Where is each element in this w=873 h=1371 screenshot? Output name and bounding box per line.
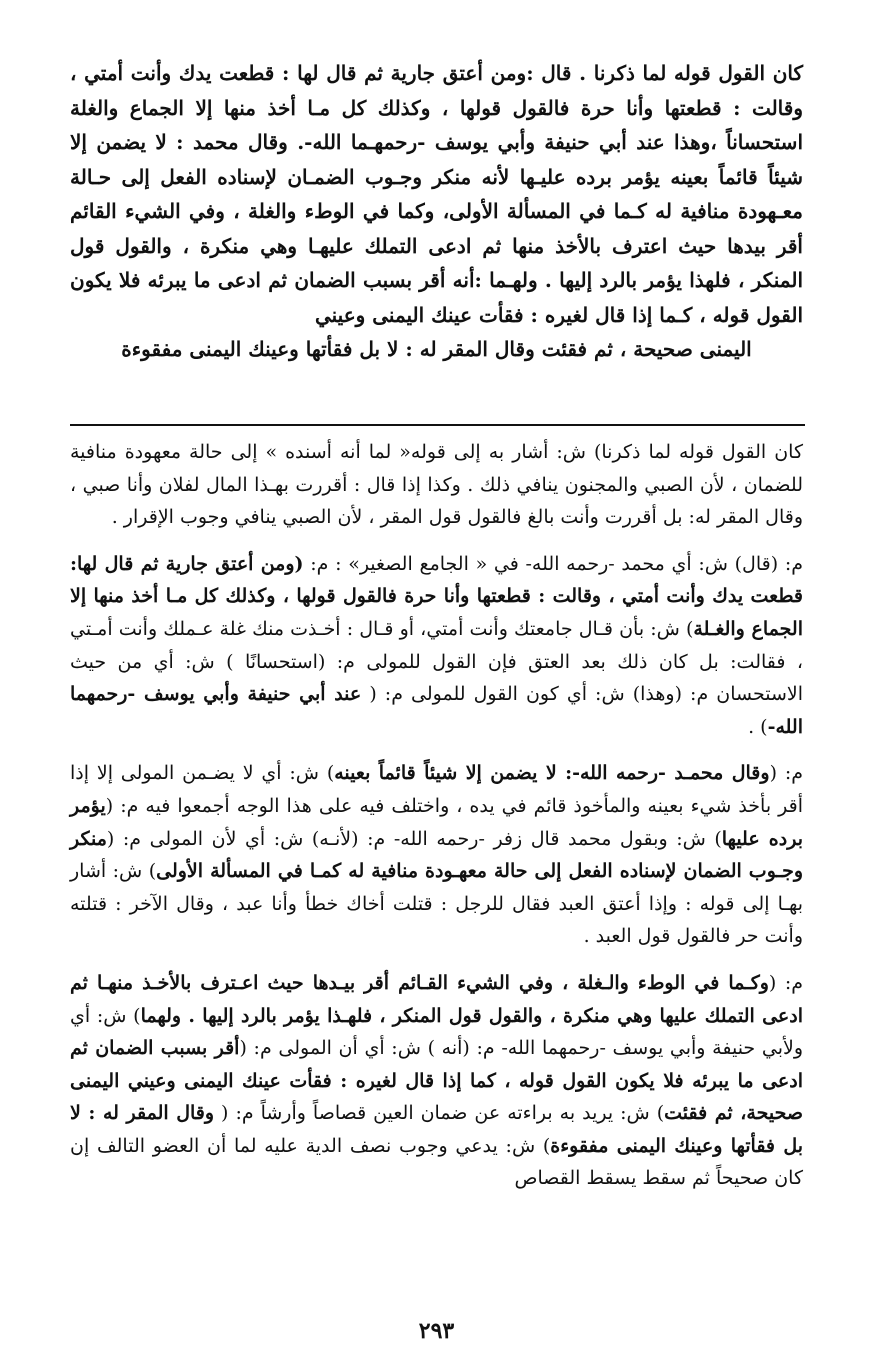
divider-line <box>70 424 805 426</box>
paragraph-3-quote: منكر وجـوب الضمان لإسناده الفعل إلى حالة معهـودة منافية له كمـا في المسألة الأولى <box>70 827 803 883</box>
page-number: ٢٩٣ <box>418 1318 455 1344</box>
matn-text-block <box>70 56 803 367</box>
paragraph-4-quote: وكـما في الوطء والـغلة ، وفي الشيء القـائم أقر بيـدها حيث اعـترف بالأخـذ منهـا ثم ادعى التملك عليها وهي منكرة ، والقول قول المنكر ، فلهـذا يؤمر بالرد إليها . ولهما <box>70 971 803 1027</box>
paragraph-3-quote: يؤمر برده عليها <box>70 794 803 850</box>
commentary-paragraph-3 <box>70 757 803 953</box>
paragraph-4-text: ) ش: يدعي وجوب نصف الدية عليه لما أن العضو التالف إن كان صحيحاً ثم سقط يسقط القصاص <box>70 1134 803 1190</box>
paragraph-4-quote: وقال المقر له : لا بل فقأتها وعينك اليمنى مفقوءة <box>70 1102 803 1157</box>
paragraph-3-text: م: ( <box>769 762 803 785</box>
commentary-paragraph-4 <box>70 967 803 1195</box>
paragraph-3-text: ) ش: أي لا يضـمن المولى إلا إذا أقر بأخذ شيء بعينه والمأخوذ قائم في يده ، واختلف فيه على هذا الوجه أجمعوا فيه م: ( <box>70 762 803 817</box>
matn-last-line: اليمنى صحيحة ، ثم فقئت وقال المقر له : لا بل فقأتها وعينك اليمنى مفقوءة <box>121 337 752 361</box>
paragraph-2-text: ) . <box>748 715 768 738</box>
paragraph-1-text: كان القول قوله لما ذكرنا) ش: أشار به إلى قوله« لما أنه أسنده » إلى حالة معهودة منافية للضمان ، لأن الصبي والمجنون ينافي ذلك . وكذا إذا قال : أقررت بهـذا المال لفلان وأنا صبي ، وقال المقر له: بل أقررت وأنت بالغ فالقول قول المقر ، لأن الصبي ينافي وجوب الإقرار . <box>70 441 803 529</box>
paragraph-3-text: ) ش: وبقول محمد قال زفر -رحمه الله- م: (لأنـه) ش: أي لأن المولى م: ( <box>106 827 722 850</box>
paragraph-4-quote: أقر بسبب الضمان ثم ادعى ما يبرئه فلا يكون القول قوله ، كما إذا قال لغيره : فقأت عينك اليمنى وعيني اليمنى صحيحة، ثم فقئت <box>70 1037 803 1125</box>
paragraph-2-quote: عند أبي حنيفة وأبي يوسف -رحمهما الله- <box>70 683 803 738</box>
commentary-paragraph-1 <box>70 436 803 534</box>
commentary-paragraph-2 <box>70 548 803 744</box>
paragraph-2-quote: (ومن أعتق جارية ثم قال لها: قطعت يدك وأنت أمتي ، وقالت : قطعتها وأنا حرة فالقول قولها ، وكذلك كل مـا أخذ منها إلا الجماع والغـلة <box>70 552 804 640</box>
paragraph-3-text: ) ش: أشار بهـا إلى قوله : وإذا أعتق العبد فقال للرجل : قتلت أخاك خطأ وأنا عبد ، وقال الآخر : قتلته وأنت حر فالقول قول العبد . <box>70 860 803 948</box>
matn-body: كان القول قوله لما ذكرنا . قال :ومن أعتق جارية ثم قال لها : قطعت يدك وأنت أمتي ، وقالت : قطعتها وأنا حرة فالقول قولها ، وكذلك كل مـا أخذ منها إلا الجماع والغلة استحساناً ،وهذا عند أبي حنيفة وأبي يوسف -رحمهـما الله-. وقال محمد : لا يضمن إلا شيئاً قائماً بعينه يؤمر برده عليـها لأنه منكر وجـوب الضمـان لإسناده الفعل إلى حـالة معـهودة منافية له كـما في المسألة الأولى، وكما في الوطء والغلة ، وفي الشيء القائم أقر بيدها حيث اعترف بالأخذ منها ثم ادعى التملك عليهـا وهي منكرة ، والقول قول المنكر ، فلهذا يؤمر بالرد إليها . ولهـما :أنه أقر بسبب الضمان ثم ادعى ما يبرئه فلا يكون القول قوله ، كـما إذا قال لغيره : فقأت عينك اليمنى وعيني <box>70 61 803 327</box>
paragraph-4-text: ) ش: أي ولأبي حنيفة وأبي يوسف -رحمهما الله- م: (أنه ) ش: أي أن المولى م: ( <box>70 1004 803 1060</box>
paragraph-4-text: ) ش: يريد به براءته عن ضمان العين قصاصاً وأرشاً م: ( <box>214 1102 665 1125</box>
sharh-commentary-block <box>70 436 803 1209</box>
paragraph-3-quote: وقال محمـد -رحمه الله-: لا يضمن إلا شيئاً قائماً بعينه <box>334 762 770 785</box>
paragraph-2-text: م: (قال) ش: أي محمد -رحمه الله- في « الجامع الصغير» : م: <box>303 552 804 575</box>
paragraph-2-text: ) ش: بأن قـال جامعتك وأنت أمتي، أو قـال : أخـذت منك غلة عـملك وأنت أمـتي ، فقالت: بل كان ذلك بعد العتق فإن القول للمولى م: (استحسانًا ) ش: أي من حيث الاستحسان م: (وهذا) ش: أي كون القول للمولى م: ( <box>70 617 803 706</box>
paragraph-4-text: م: ( <box>768 971 803 994</box>
